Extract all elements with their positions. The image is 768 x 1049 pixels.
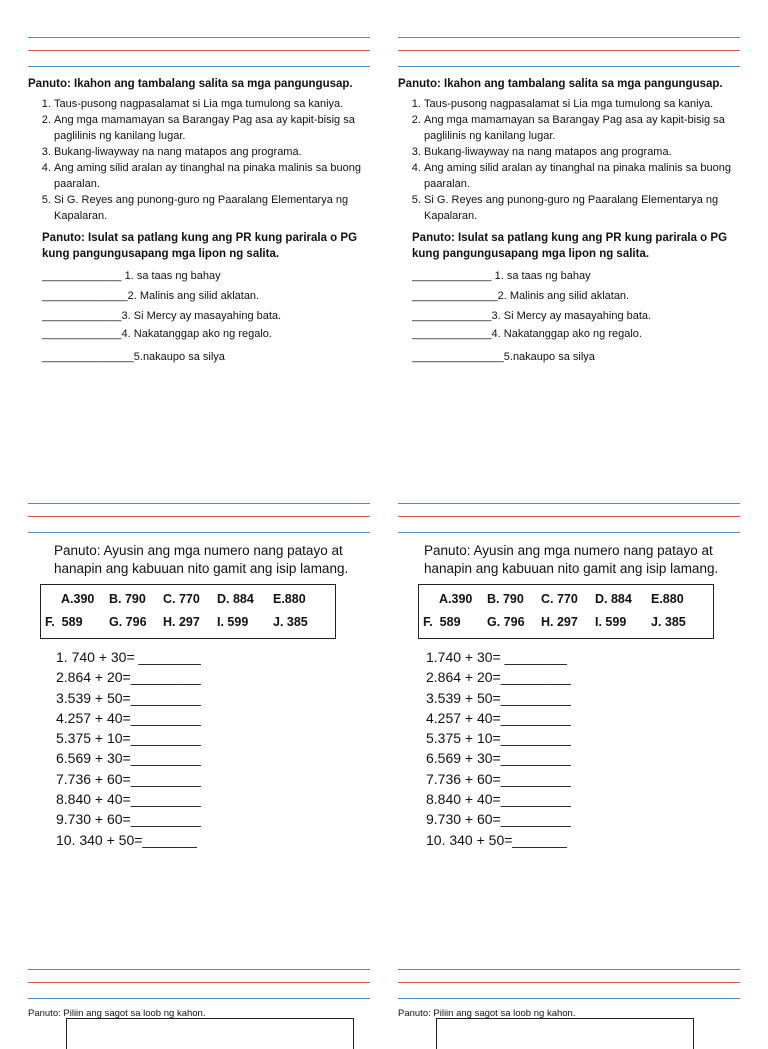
instruction-compound-words: Panuto: Ikahon ang tambalang salita sa mga pangungusap.	[28, 78, 353, 90]
choice-item: J. 385	[651, 615, 686, 629]
sentence-item: 2. Ang mga mamamayan sa Barangay Pag asa ay kapit-bisig sa paglilinis ng kanilang lugar.	[54, 112, 373, 144]
choice-item: C. 770	[541, 592, 578, 606]
answer-item: ______________2. Malinis ang silid aklatan.	[412, 290, 630, 302]
problem-list	[398, 647, 743, 850]
problem-item: 3.539 + 50=_________	[426, 689, 571, 706]
problem-item: 2.864 + 20=_________	[56, 669, 201, 686]
choice-item: F. 589	[45, 615, 83, 629]
choice-item: G. 796	[109, 615, 147, 629]
header-rules-bottom-right	[398, 969, 740, 1001]
sentence-item: 1. Taus-pusong nagpasalamat si Lia mga tumulong sa kaniya.	[424, 96, 743, 112]
answer-item: _____________4. Nakatanggap ako ng regalo.	[412, 328, 642, 340]
worksheet-addition-left	[28, 542, 373, 850]
choice-item: D. 884	[595, 592, 632, 606]
choices-row	[41, 588, 335, 611]
sentence-list	[398, 96, 743, 224]
sentence-item: 3. Bukang-liwayway na nang matapos ang programa.	[54, 144, 373, 160]
instruction-compound-words: Panuto: Ikahon ang tambalang salita sa mga pangungusap.	[398, 78, 723, 90]
problem-list	[28, 647, 373, 850]
choices-row	[41, 611, 335, 634]
header-rules-top-right	[398, 37, 740, 69]
header-rules-top-left	[28, 37, 370, 69]
problem-item: 3.539 + 50=_________	[56, 689, 201, 706]
answer-item: _____________ 1. sa taas ng bahay	[42, 270, 221, 282]
problem-item: 10. 340 + 50=_______	[426, 831, 567, 848]
choice-item: A.390	[61, 592, 95, 606]
choice-item: B. 790	[109, 592, 146, 606]
answer-item: _____________ 1. sa taas ng bahay	[412, 270, 591, 282]
sentence-list	[28, 96, 373, 224]
instruction-choose: Panuto: Piliin ang sagot sa loob ng kahon.	[28, 1008, 206, 1019]
choice-item: A.390	[439, 592, 473, 606]
instruction-phrase-sentence: Panuto: Isulat sa patlang kung ang PR kung parirala o PG kung pangungusapang mga lipon ng salita.	[42, 232, 358, 260]
answer-box	[66, 1018, 354, 1049]
problem-item: 9.730 + 60=_________	[426, 811, 571, 828]
instruction-addition: Panuto: Ayusin ang mga numero nang patayo at hanapin ang kabuuan nito gamit ang isip lamang.	[54, 543, 349, 576]
problem-item: 8.840 + 40=_________	[426, 791, 571, 808]
choice-item: D. 884	[217, 592, 254, 606]
problem-item: 1.740 + 30= ________	[426, 649, 567, 665]
choices-row	[419, 588, 713, 611]
worksheet-compound-words-right	[398, 76, 743, 367]
problem-item: 10. 340 + 50=_______	[56, 831, 197, 848]
problem-item: 4.257 + 40=_________	[56, 709, 201, 726]
sentence-item: 2. Ang mga mamamayan sa Barangay Pag asa ay kapit-bisig sa paglilinis ng kanilang lugar.	[424, 112, 743, 144]
choices-box	[418, 584, 714, 639]
answer-item: _______________5.nakaupo sa silya	[42, 351, 225, 363]
problem-item: 7.736 + 60=_________	[426, 770, 571, 787]
worksheet-choose-left	[28, 1008, 370, 1019]
choice-item: H. 297	[541, 615, 578, 629]
choice-item: H. 297	[163, 615, 200, 629]
choice-item: B. 790	[487, 592, 524, 606]
answer-box	[436, 1018, 694, 1049]
header-rules-mid-right	[398, 503, 740, 535]
answer-item: _____________4. Nakatanggap ako ng regalo.	[42, 328, 272, 340]
header-rules-bottom-left	[28, 969, 370, 1001]
problem-item: 5.375 + 10=_________	[426, 730, 571, 747]
sentence-item: 4. Ang aming silid aralan ay tinanghal na pinaka malinis sa buong paaralan.	[54, 160, 373, 192]
problem-item: 7.736 + 60=_________	[56, 770, 201, 787]
answer-item: _______________5.nakaupo sa silya	[412, 351, 595, 363]
worksheet-addition-right	[398, 542, 743, 850]
choice-item: J. 385	[273, 615, 308, 629]
choice-item: C. 770	[163, 592, 200, 606]
problem-item: 6.569 + 30=_________	[426, 750, 571, 767]
sentence-item: 4. Ang aming silid aralan ay tinanghal na pinaka malinis sa buong paaralan.	[424, 160, 743, 192]
choice-item: E.880	[651, 592, 684, 606]
choices-row	[419, 611, 713, 634]
problem-item: 4.257 + 40=_________	[426, 709, 571, 726]
answer-item: _____________3. Si Mercy ay masayahing bata.	[42, 310, 282, 322]
choice-item: F. 589	[423, 615, 461, 629]
choice-item: I. 599	[217, 615, 249, 629]
problem-item: 2.864 + 20=_________	[426, 669, 571, 686]
sentence-item: 5. Si G. Reyes ang punong-guro ng Paaralang Elementarya ng Kapalaran.	[424, 192, 743, 224]
problem-item: 1. 740 + 30= ________	[56, 649, 201, 665]
worksheet-compound-words-left	[28, 76, 373, 367]
problem-item: 6.569 + 30=_________	[56, 750, 201, 767]
answer-item: _____________3. Si Mercy ay masayahing bata.	[412, 310, 652, 322]
problem-item: 5.375 + 10=_________	[56, 730, 201, 747]
instruction-addition: Panuto: Ayusin ang mga numero nang patayo at hanapin ang kabuuan nito gamit ang isip lamang.	[424, 543, 719, 576]
choice-item: E.880	[273, 592, 306, 606]
choices-box	[40, 584, 336, 639]
choice-item: G. 796	[487, 615, 525, 629]
choice-item: I. 599	[595, 615, 627, 629]
problem-item: 8.840 + 40=_________	[56, 791, 201, 808]
sentence-item: 5. Si G. Reyes ang punong-guro ng Paaralang Elementarya ng Kapalaran.	[54, 192, 373, 224]
sentence-item: 1. Taus-pusong nagpasalamat si Lia mga tumulong sa kaniya.	[54, 96, 373, 112]
answer-item: ______________2. Malinis ang silid aklatan.	[42, 290, 260, 302]
header-rules-mid-left	[28, 503, 370, 535]
sentence-item: 3. Bukang-liwayway na nang matapos ang programa.	[424, 144, 743, 160]
instruction-phrase-sentence: Panuto: Isulat sa patlang kung ang PR kung parirala o PG kung pangungusapang mga lipon ng salita.	[412, 232, 728, 260]
problem-item: 9.730 + 60=_________	[56, 811, 201, 828]
worksheet-choose-right	[398, 1008, 740, 1019]
instruction-choose: Panuto: Piliin ang sagot sa loob ng kahon.	[398, 1008, 576, 1019]
